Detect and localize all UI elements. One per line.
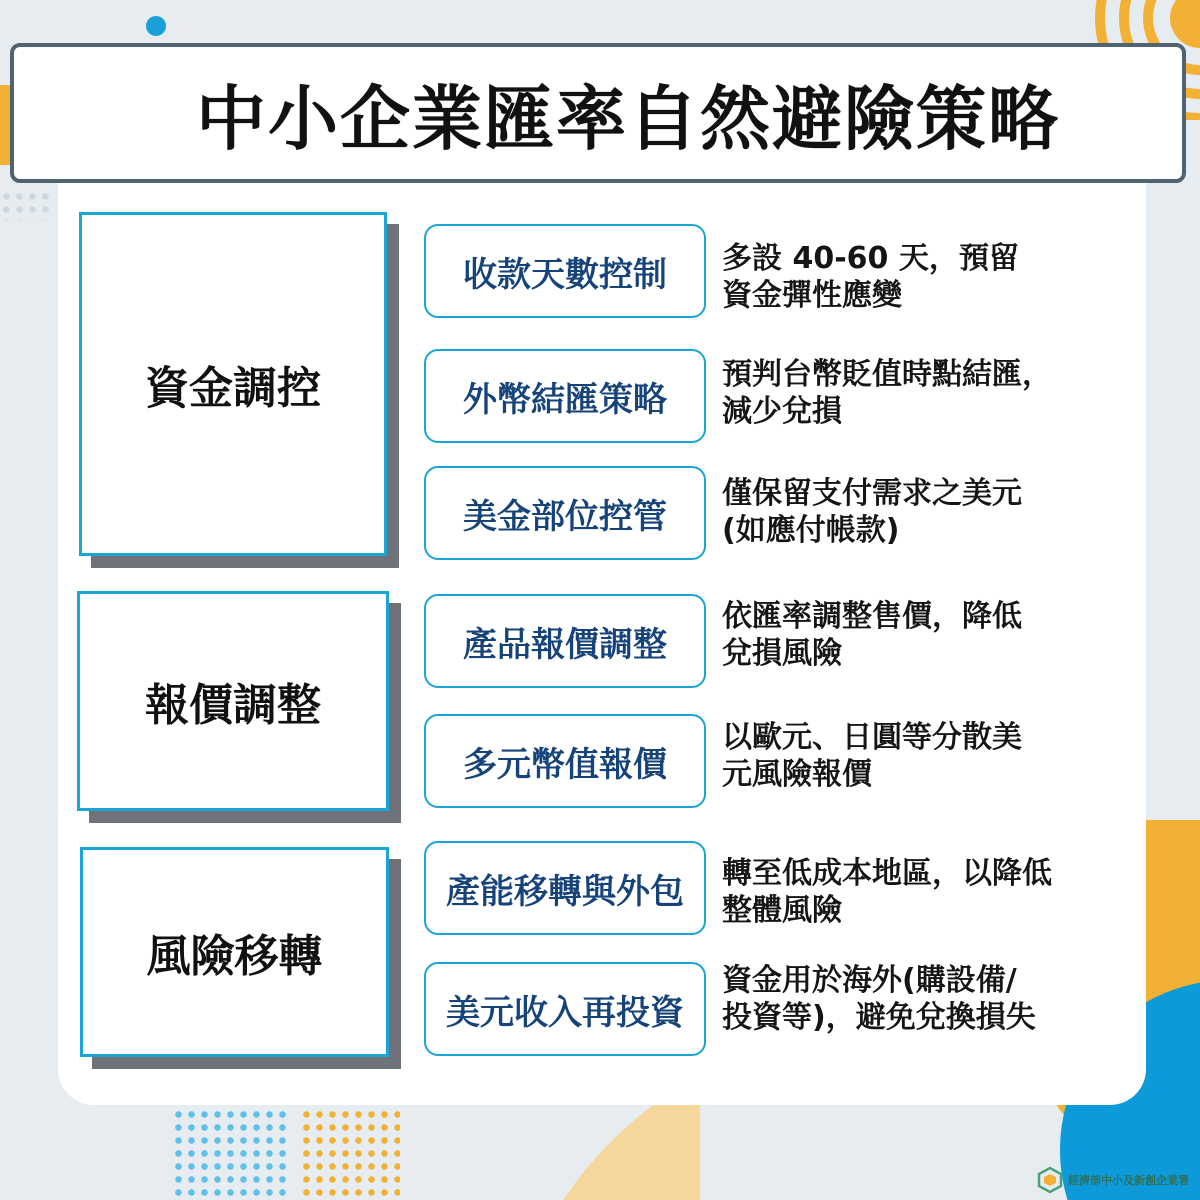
strategy-label: 收款天數控制 — [463, 254, 667, 295]
description-line: 兌損風險 — [722, 636, 842, 671]
strategy-pill — [424, 466, 706, 560]
strategy-description — [722, 719, 1092, 793]
description-line: 轉至低成本地區，以降低 — [722, 856, 1052, 891]
strategy-description — [722, 475, 1092, 549]
strategy-description — [722, 598, 1092, 672]
category-box-pricing — [77, 591, 389, 811]
strategy-label: 產品報價調整 — [463, 624, 667, 665]
strategy-description — [722, 240, 1092, 314]
description-line: 資金彈性應變 — [722, 278, 902, 313]
strategy-pill — [424, 224, 706, 318]
strategy-description — [722, 962, 1092, 1036]
strategy-pill — [424, 962, 706, 1056]
strategy-label: 多元幣值報價 — [463, 744, 667, 785]
strategy-description — [722, 855, 1092, 929]
agency-logo — [1036, 1162, 1200, 1198]
description-line: 僅保留支付需求之美元 — [722, 476, 1022, 511]
description-line: (如應付帳款) — [722, 513, 900, 548]
strategy-pill — [424, 594, 706, 688]
description-line: 多設 40-60 天，預留 — [722, 241, 1019, 276]
description-line: 減少兌損 — [722, 394, 842, 429]
description-line: 投資等)，避免兌換損失 — [722, 1000, 1036, 1035]
title-banner — [10, 43, 1186, 183]
strategy-label: 產能移轉與外包 — [446, 871, 684, 912]
bg-orange-stripe-decoration — [0, 85, 10, 165]
bg-dots-blue-decoration — [172, 1108, 292, 1200]
bg-dot-decoration — [146, 16, 166, 36]
agency-logo-icon — [1036, 1166, 1064, 1194]
strategy-label: 美金部位控管 — [463, 496, 667, 537]
strategy-description — [722, 356, 1092, 430]
bg-dots-decoration — [0, 190, 50, 220]
strategy-pill — [424, 841, 706, 935]
category-box-risk-transfer — [80, 847, 389, 1057]
description-line: 元風險報價 — [722, 757, 872, 792]
description-line: 資金用於海外(購設備/ — [722, 963, 1017, 998]
strategy-label: 美元收入再投資 — [446, 992, 684, 1033]
bg-dots-orange-decoration — [300, 1108, 400, 1200]
strategy-pill — [424, 714, 706, 808]
category-label: 報價調整 — [145, 680, 321, 731]
description-line: 預判台幣貶值時點結匯， — [722, 357, 1052, 392]
description-line: 依匯率調整售價，降低 — [722, 599, 1022, 634]
agency-logo-text: 經濟部中小及新創企業署 — [1068, 1174, 1189, 1187]
category-box-funding — [79, 212, 387, 556]
description-line: 整體風險 — [722, 893, 842, 928]
strategy-pill — [424, 349, 706, 443]
strategy-label: 外幣結匯策略 — [463, 379, 667, 420]
category-label: 風險移轉 — [146, 931, 323, 982]
description-line: 以歐元、日圓等分散美 — [722, 720, 1022, 755]
category-label: 資金調控 — [145, 363, 321, 414]
page-title: 中小企業匯率自然避險策略 — [196, 77, 1060, 160]
